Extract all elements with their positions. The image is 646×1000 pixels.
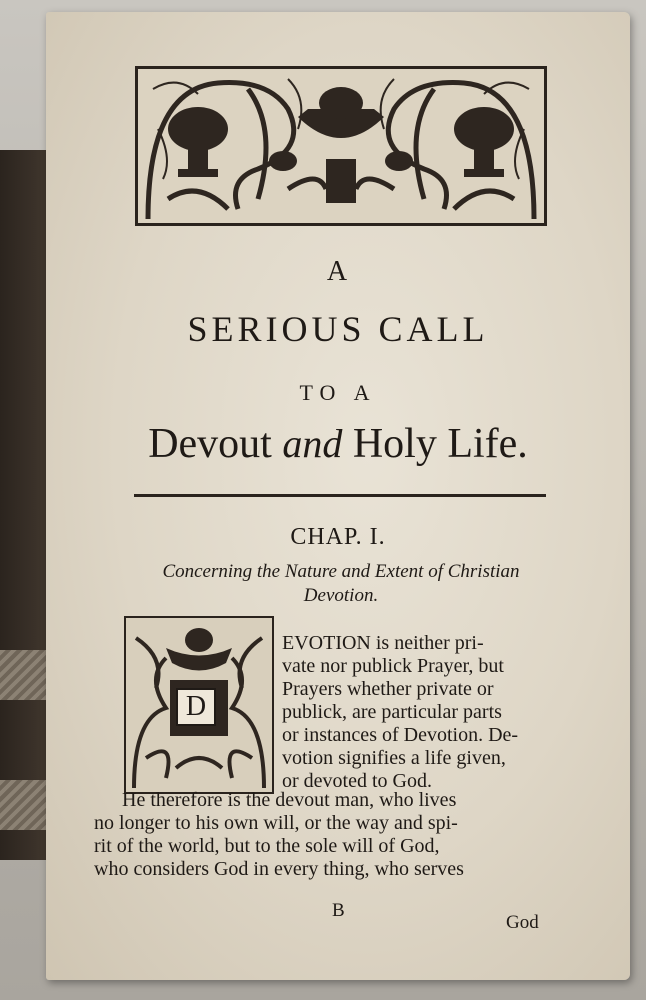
text-line: or devoted to God. (282, 770, 432, 792)
floral-vase-ornament-icon (135, 66, 547, 226)
initial-letter: D (176, 688, 216, 726)
text-line: He therefore is the devout man, who lives (122, 789, 457, 811)
title-devout: Devout (148, 421, 272, 467)
chapter-subtitle-line: Devotion. (303, 585, 379, 606)
text-line: who considers God in every thing, who serves (94, 858, 464, 880)
text-line: EVOTION is neither pri- (282, 632, 484, 654)
chapter-subtitle-line: Concerning the Nature and Extent of Christian (162, 561, 520, 582)
title-and: and (282, 421, 343, 466)
title-article: A (326, 256, 350, 287)
text-line: vate nor publick Prayer, but (282, 655, 504, 677)
second-paragraph (94, 789, 554, 881)
chapter-heading: CHAP. I. (290, 524, 386, 550)
signature-mark: B (332, 900, 345, 921)
opening-paragraph (282, 632, 550, 793)
text-line: publick, are particular parts (282, 701, 502, 723)
title-main: SERIOUS CALL (187, 309, 489, 349)
divider-rule (134, 494, 546, 497)
title-to: TO A (299, 380, 377, 405)
book-page (46, 12, 630, 980)
chapter-subtitle (121, 560, 561, 608)
text-line: Prayers whether private or (282, 678, 494, 700)
text-line: votion signifies a life given, (282, 747, 506, 769)
title-holy-life: Holy Life. (352, 421, 528, 467)
catchword: God (506, 912, 539, 933)
text-line: no longer to his own will, or the way and spi- (94, 812, 458, 834)
text-line: or instances of Devotion. De- (282, 724, 519, 746)
title-subtitle (46, 420, 630, 468)
text-line: rit of the world, but to the sole will of God, (94, 835, 440, 857)
ornamental-initial-eagle-icon (124, 616, 274, 794)
